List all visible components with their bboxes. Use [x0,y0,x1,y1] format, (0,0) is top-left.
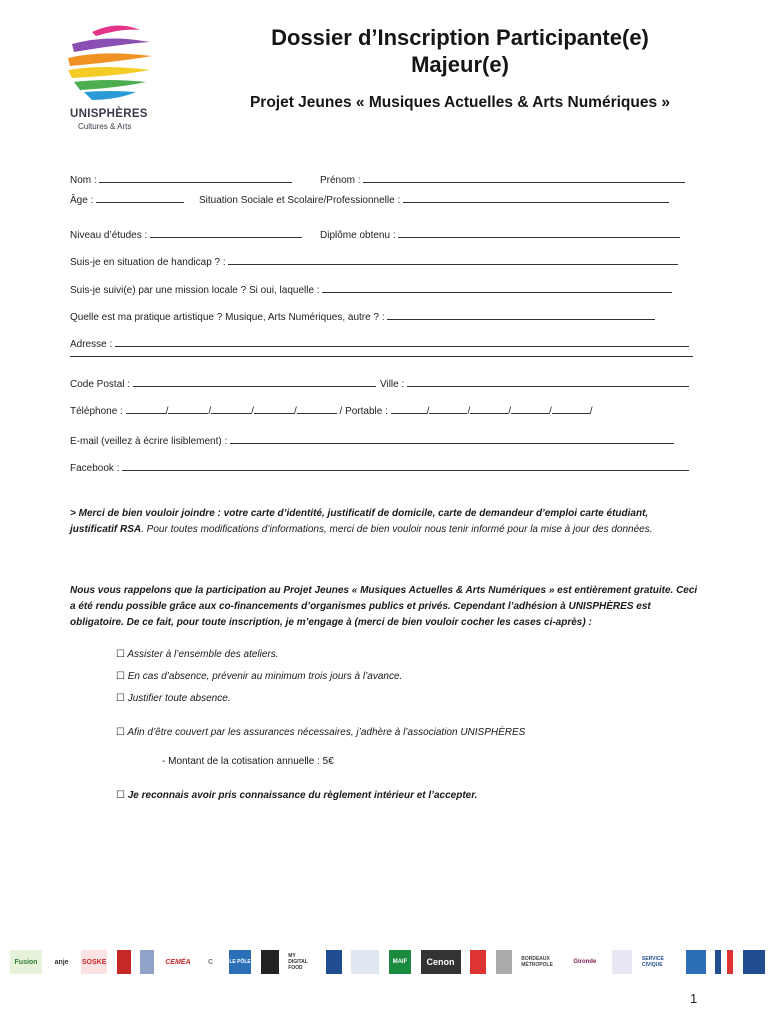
page-title [200,24,720,78]
partner-logo: anje [54,958,69,966]
partner-logo: LE PÔLE [229,950,251,974]
partner-logo: MY DIGITAL FOOD [288,953,308,971]
handicap-blank[interactable] [228,255,678,265]
email-blank[interactable] [230,434,674,444]
partner-logo [261,950,279,974]
partner-logo [351,950,379,974]
partner-logo [496,950,512,974]
check-absence-notice[interactable]: ☐ En cas d’absence, prévenir au minimum trois jours à l’avance. [116,671,403,682]
globe-stripes-icon [62,20,156,106]
nom-field[interactable] [70,173,292,186]
facebook-field[interactable] [70,461,689,474]
page-subtitle: Projet Jeunes « Musiques Actuelles & Arts Numériques » [249,94,671,111]
membership-fee: - Montant de la cotisation annuelle : 5€ [162,756,334,767]
unispheres-logo [62,20,156,138]
documents-paragraph [70,506,698,538]
partner-logo: BORDEAUX MÉTROPOLE [521,956,553,968]
title-line-1: Dossier d’Inscription Participante(e) [271,25,649,50]
portable-blank-2[interactable] [429,404,467,414]
prenom-blank[interactable] [363,173,685,183]
niveau-blank[interactable] [150,228,302,238]
partner-logo: Gironde [573,959,597,965]
ville-field[interactable] [380,377,689,390]
logo-name: UNISPHÈRES [70,108,148,120]
handicap-field[interactable] [70,255,678,268]
mission-blank[interactable] [322,283,672,293]
prenom-label: Prénom : [320,175,361,186]
partner-logo [470,950,486,974]
situation-label: Situation Sociale et Scolaire/Professionnelle : [199,195,401,206]
reminder-paragraph: Nous vous rappelons que la participation au Projet Jeunes « Musiques Actuelles & Arts Numériques » est entièrement gratuite. Ceci a été rendu possible grâce aux co-financements d’organismes publics et privés. Cependant l’adhésion à UNISPHÈRES est obligatoire. De ce fait, pour toute inscription, je m’engage à (merci de bien vouloir cocher les cases ci-après) : [70,585,698,628]
telephone-field[interactable]: Téléphone : / / / / / Portable : / / / / / [70,406,593,417]
diplome-field[interactable] [320,228,680,241]
title-line-2: Majeur(e) [411,52,509,77]
mission-label: Suis-je suivi(e) par une mission locale ? Si oui, laquelle : [70,285,320,296]
diplome-label: Diplôme obtenu : [320,230,396,241]
partner-logo: Fusion [10,950,42,974]
telephone-blank-1[interactable] [126,404,166,414]
code-postal-blank[interactable] [133,377,376,387]
partner-logo: Cenon [421,950,461,974]
handicap-label: Suis-je en situation de handicap ? : [70,257,226,268]
ville-label: Ville : [380,379,405,390]
niveau-field[interactable] [70,228,302,241]
page-number: 1 [690,991,698,1006]
partner-logo [117,950,131,974]
check-attend-workshops[interactable]: ☐ Assister à l’ensemble des ateliers. [116,649,279,660]
age-blank[interactable] [96,193,184,203]
adresse-line-2[interactable] [70,347,693,360]
diplome-blank[interactable] [398,228,680,238]
partner-logos [10,948,765,976]
pratique-blank[interactable] [387,310,655,320]
adresse-blank-2[interactable] [70,347,693,357]
situation-field[interactable] [199,193,669,206]
code-postal-label: Code Postal : [70,379,131,390]
telephone-blank-3[interactable] [211,404,251,414]
partner-logo [326,950,342,974]
adresse-blank[interactable] [115,337,689,347]
telephone-blank-2[interactable] [168,404,208,414]
portable-blank-5[interactable] [552,404,590,414]
telephone-blank-5[interactable] [297,404,337,414]
prenom-field[interactable] [320,173,685,186]
portable-label: / Portable : [339,406,388,417]
nom-label: Nom : [70,175,97,186]
portable-blank-1[interactable] [391,404,427,414]
facebook-blank[interactable] [122,461,689,471]
partner-logo: CEMÉA [165,958,191,966]
situation-blank[interactable] [403,193,669,203]
partner-logo: MAIF [389,950,411,974]
mission-field[interactable] [70,283,672,296]
check-membership[interactable]: ☐ Afin d’être couvert par les assurances nécessaires, j’adhère à l’association UNISPHÈRES [116,727,526,738]
partner-logo: SERVICE CIVIQUE [641,956,664,968]
partner-logo [140,950,154,974]
telephone-blank-4[interactable] [254,404,294,414]
email-label: E-mail (veillez à écrire lisiblement) : [70,436,228,447]
documents-bold: > Merci de bien vouloir joindre : votre carte d’identité, justificatif de domicile, carte de demandeur d’emploi carte étudiant, justificatif RSA [70,508,649,535]
logo-subtitle: Cultures & Arts [78,122,132,131]
partner-logo: C [207,958,213,966]
facebook-label: Facebook : [70,463,120,474]
pratique-label: Quelle est ma pratique artistique ? Musique, Arts Numériques, autre ? : [70,312,385,323]
check-regulation[interactable]: ☐ Je reconnais avoir pris connaissance du règlement intérieur et l’accepter. [116,790,478,801]
partner-logo [743,950,765,974]
partner-logo [686,950,706,974]
nom-blank[interactable] [99,173,292,183]
age-label: Âge : [70,195,94,206]
email-field[interactable] [70,434,674,447]
documents-rest: . Pour toutes modifications d’informations, merci de bien vouloir nous tenir informé pour la mise à jour des données. [141,524,653,535]
partner-logo: SOSKE [81,950,107,974]
age-field[interactable] [70,193,184,206]
ville-blank[interactable] [407,377,689,387]
code-postal-field[interactable] [70,377,376,390]
check-justify-absence[interactable]: ☐ Justifier toute absence. [116,693,231,704]
partner-logo [715,950,733,974]
niveau-label: Niveau d’études : [70,230,148,241]
portable-blank-3[interactable] [470,404,508,414]
pratique-field[interactable] [70,310,655,323]
adresse-label: Adresse : [70,339,113,350]
partner-logo [612,950,632,974]
portable-blank-4[interactable] [511,404,549,414]
telephone-label: Téléphone : [70,406,123,417]
